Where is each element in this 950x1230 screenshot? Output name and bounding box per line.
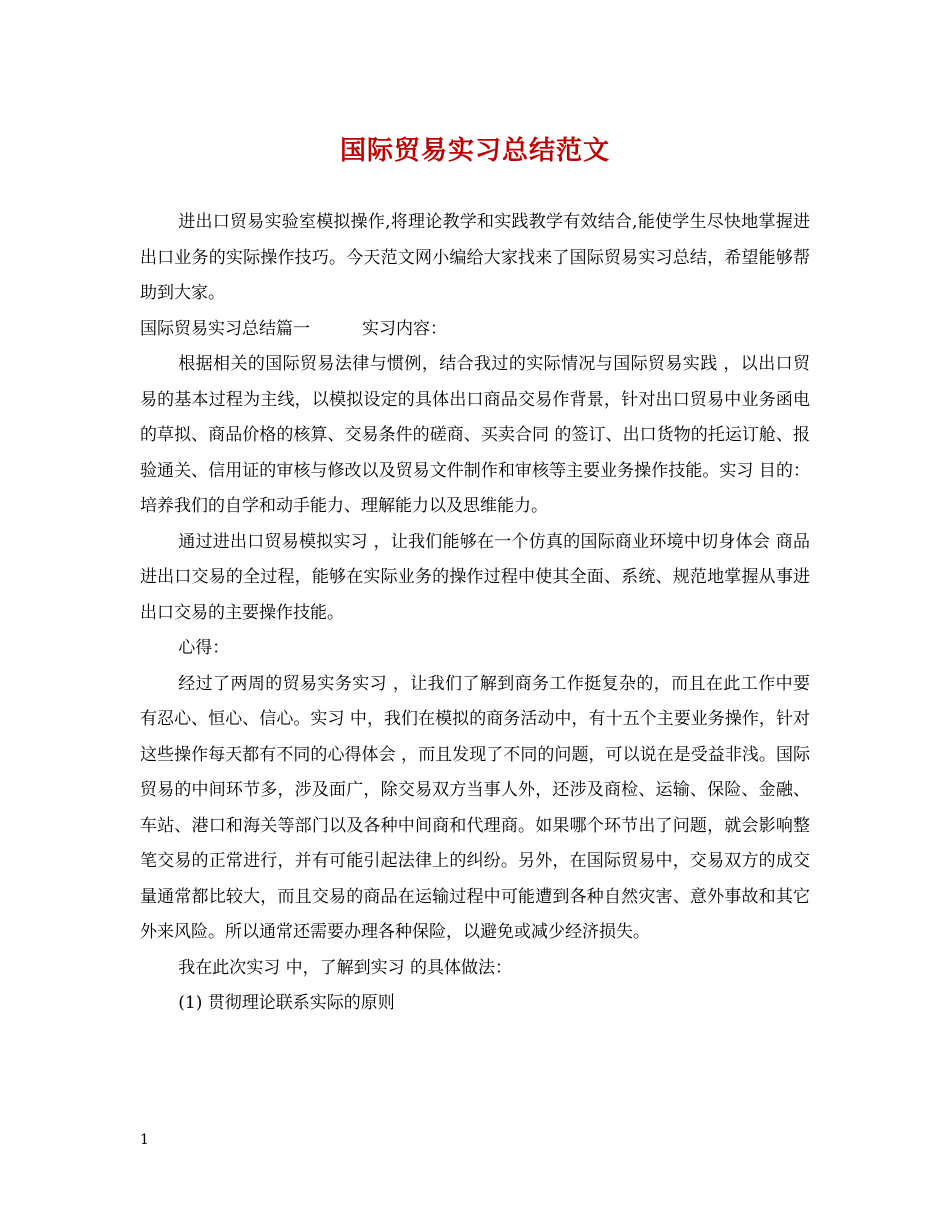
section-heading-line: [140, 312, 810, 348]
section-subheading: 实习内容：: [362, 318, 447, 339]
content-paragraph-2: 通过进出口贸易模拟实习 ，让我们能够在一个仿真的国际商业环境中切身体会 商品进出口交易的全过程，能够在实际业务的操作过程中使其全面、系统、规范地掌握从事进出口交易的主要操作技能。: [140, 531, 810, 623]
section-heading: 国际贸易实习总结篇一: [140, 318, 310, 339]
content-paragraph-3: 经过了两周的贸易实务实习 ，让我们了解到商务工作挺复杂的，而且在此工作中要有忍心、恒心、信心。实习 中，我们在模拟的商务活动中，有十五个主要业务操作，针对这些操作每天都有不同的心得体会 ，而且发现了不同的问题，可以说在是受益非浅。国际贸易的中间环节多，涉及面广，除交易双方当事人外，还涉及商检、运输、保险、金融、车站、港口和海关等部门以及各种中间商和代理商。如果哪个环节出了问题，就会影响整笔交易的正常进行，并有可能引起法律上的纠纷。另外，在国际贸易中，交易双方的成交量通常都比较大，而且交易的商品在运输过程中可能遭到各种自然灾害、意外事故和其它外来风险。所以通常还需要办理各种保险，以避免或减少经济损失。: [140, 673, 810, 942]
content-paragraph-4: 我在此次实习 中，了解到实习 的具体做法：: [178, 957, 513, 978]
document-body: [140, 205, 810, 1022]
insights-label: 心得：: [178, 638, 230, 658]
document-title: 国际贸易实习总结范文: [339, 136, 610, 166]
page-number: 1: [140, 1132, 149, 1148]
list-item-1: (1) 贯彻理论联系实际的原则: [178, 993, 395, 1013]
intro-paragraph: 进出口贸易实验室模拟操作,将理论教学和实践教学有效结合,能使学生尽快地掌握进出口业务的实际操作技巧。今天范文网小编给大家找来了国际贸易实习总结，希望能够帮助到大家。: [140, 212, 810, 303]
content-paragraph-1: 根据相关的国际贸易法律与惯例，结合我过的实际情况与国际贸易实践 ，以出口贸易的基本过程为主线，以模拟设定的具体出口商品交易作背景，针对出口贸易中业务函电的草拟、商品价格的核算、交易条件的磋商、买卖合同 的签订、出口货物的托运订舱、报验通关、信用证的审核与修改以及贸易文件制作和审核等主要业务操作技能。实习 目的：培养我们的自学和动手能力、理解能力以及思维能力。: [140, 354, 810, 516]
